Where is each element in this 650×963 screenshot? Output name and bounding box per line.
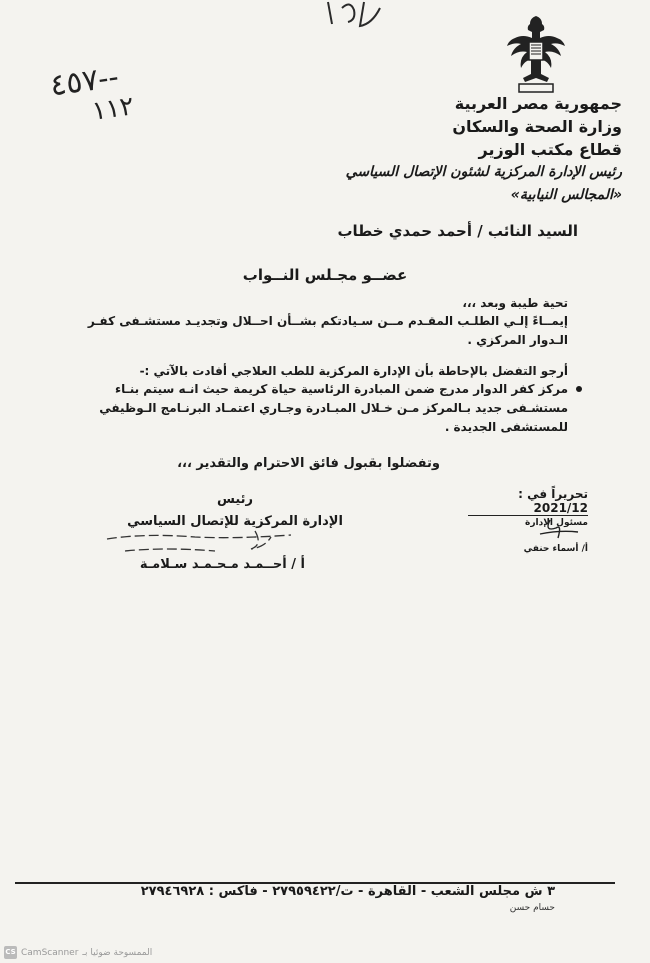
typist-name: حسام حسن bbox=[509, 903, 555, 913]
camscanner-arabic: الممسوحة ضوئيا بـ bbox=[82, 947, 153, 958]
signatory-title: رئيس bbox=[216, 492, 254, 507]
bullet-icon bbox=[576, 386, 582, 392]
header-country: جمهورية مصر العربية bbox=[454, 94, 622, 113]
eagle-emblem-icon bbox=[505, 12, 567, 94]
signatory-name: أ / أحــمـد مـحـمـد سـلامـة bbox=[139, 557, 305, 572]
top-handwritten-number bbox=[320, 0, 400, 30]
header-department: رئيس الإدارة المركزية لشئون الإتصال السياسي bbox=[345, 164, 622, 180]
director-signature-icon bbox=[105, 527, 295, 557]
bullet-item bbox=[86, 380, 568, 437]
handwritten-reference bbox=[40, 60, 180, 140]
header-subdepartment: «المجالس النيابية» bbox=[510, 187, 622, 203]
camscanner-label: CamScanner bbox=[21, 947, 79, 958]
member-title: عضــو مجـلس النــواب bbox=[242, 266, 408, 284]
camscanner-icon: CS bbox=[4, 946, 17, 959]
manager-label: مسئول الإدارة bbox=[525, 518, 588, 528]
intro-paragraph: إيمــاءً إلـي الطلـب المقـدم مــن سـيادتكم بشــأن احــلال وتجديـد مستشـفى كفـر الـدوار المركزي . bbox=[87, 314, 568, 347]
header-ministry: وزارة الصحة والسكان bbox=[452, 117, 622, 136]
addressee: السيد النائب / أحمد حمدي خطاب bbox=[337, 222, 578, 240]
closing-line: وتفضلوا بقبول فائق الاحترام والتقدير ،،، bbox=[177, 456, 440, 471]
request-paragraph: أرجو التفضل بالإحاطة بأن الإدارة المركزية للطب العلاجي أفادت بالآتي :- bbox=[139, 364, 568, 378]
handnote-line2: ١١٢ bbox=[90, 91, 136, 127]
footer-address: ٣ ش مجلس الشعب - القاهرة - ت/٢٧٩٥٩٤٢٢ - فاكس : ٢٧٩٤٦٩٢٨ bbox=[140, 884, 555, 899]
ministry-header bbox=[292, 92, 622, 207]
top-scribble-strokes bbox=[320, 0, 400, 30]
manager-signature-icon bbox=[470, 514, 580, 548]
signatory-department: الإدارة المركزية للإتصال السياسي bbox=[127, 514, 343, 529]
header-sector: قطاع مكتب الوزير bbox=[478, 140, 622, 159]
handnote-line1: ٤٥٧-- bbox=[47, 59, 121, 104]
camscanner-watermark bbox=[4, 946, 152, 959]
issue-date: تحريراً في : 2021/12 bbox=[468, 487, 588, 516]
bullet-text: مركز كفر الدوار مدرج ضمن المبادرة الرئاسية حياة كريمة حيث انـه سيتم بنـاء مستشـفى جديد بـالمركز مـن خـلال المبـادرة وجـاري اعتمـاد البرنـامج الـوظيفي للمستشفى الجديدة . bbox=[99, 382, 568, 434]
greeting: تحية طيبة وبعد ،،، bbox=[462, 296, 568, 310]
manager-name: أ/ أسماء حنفي bbox=[523, 544, 588, 554]
